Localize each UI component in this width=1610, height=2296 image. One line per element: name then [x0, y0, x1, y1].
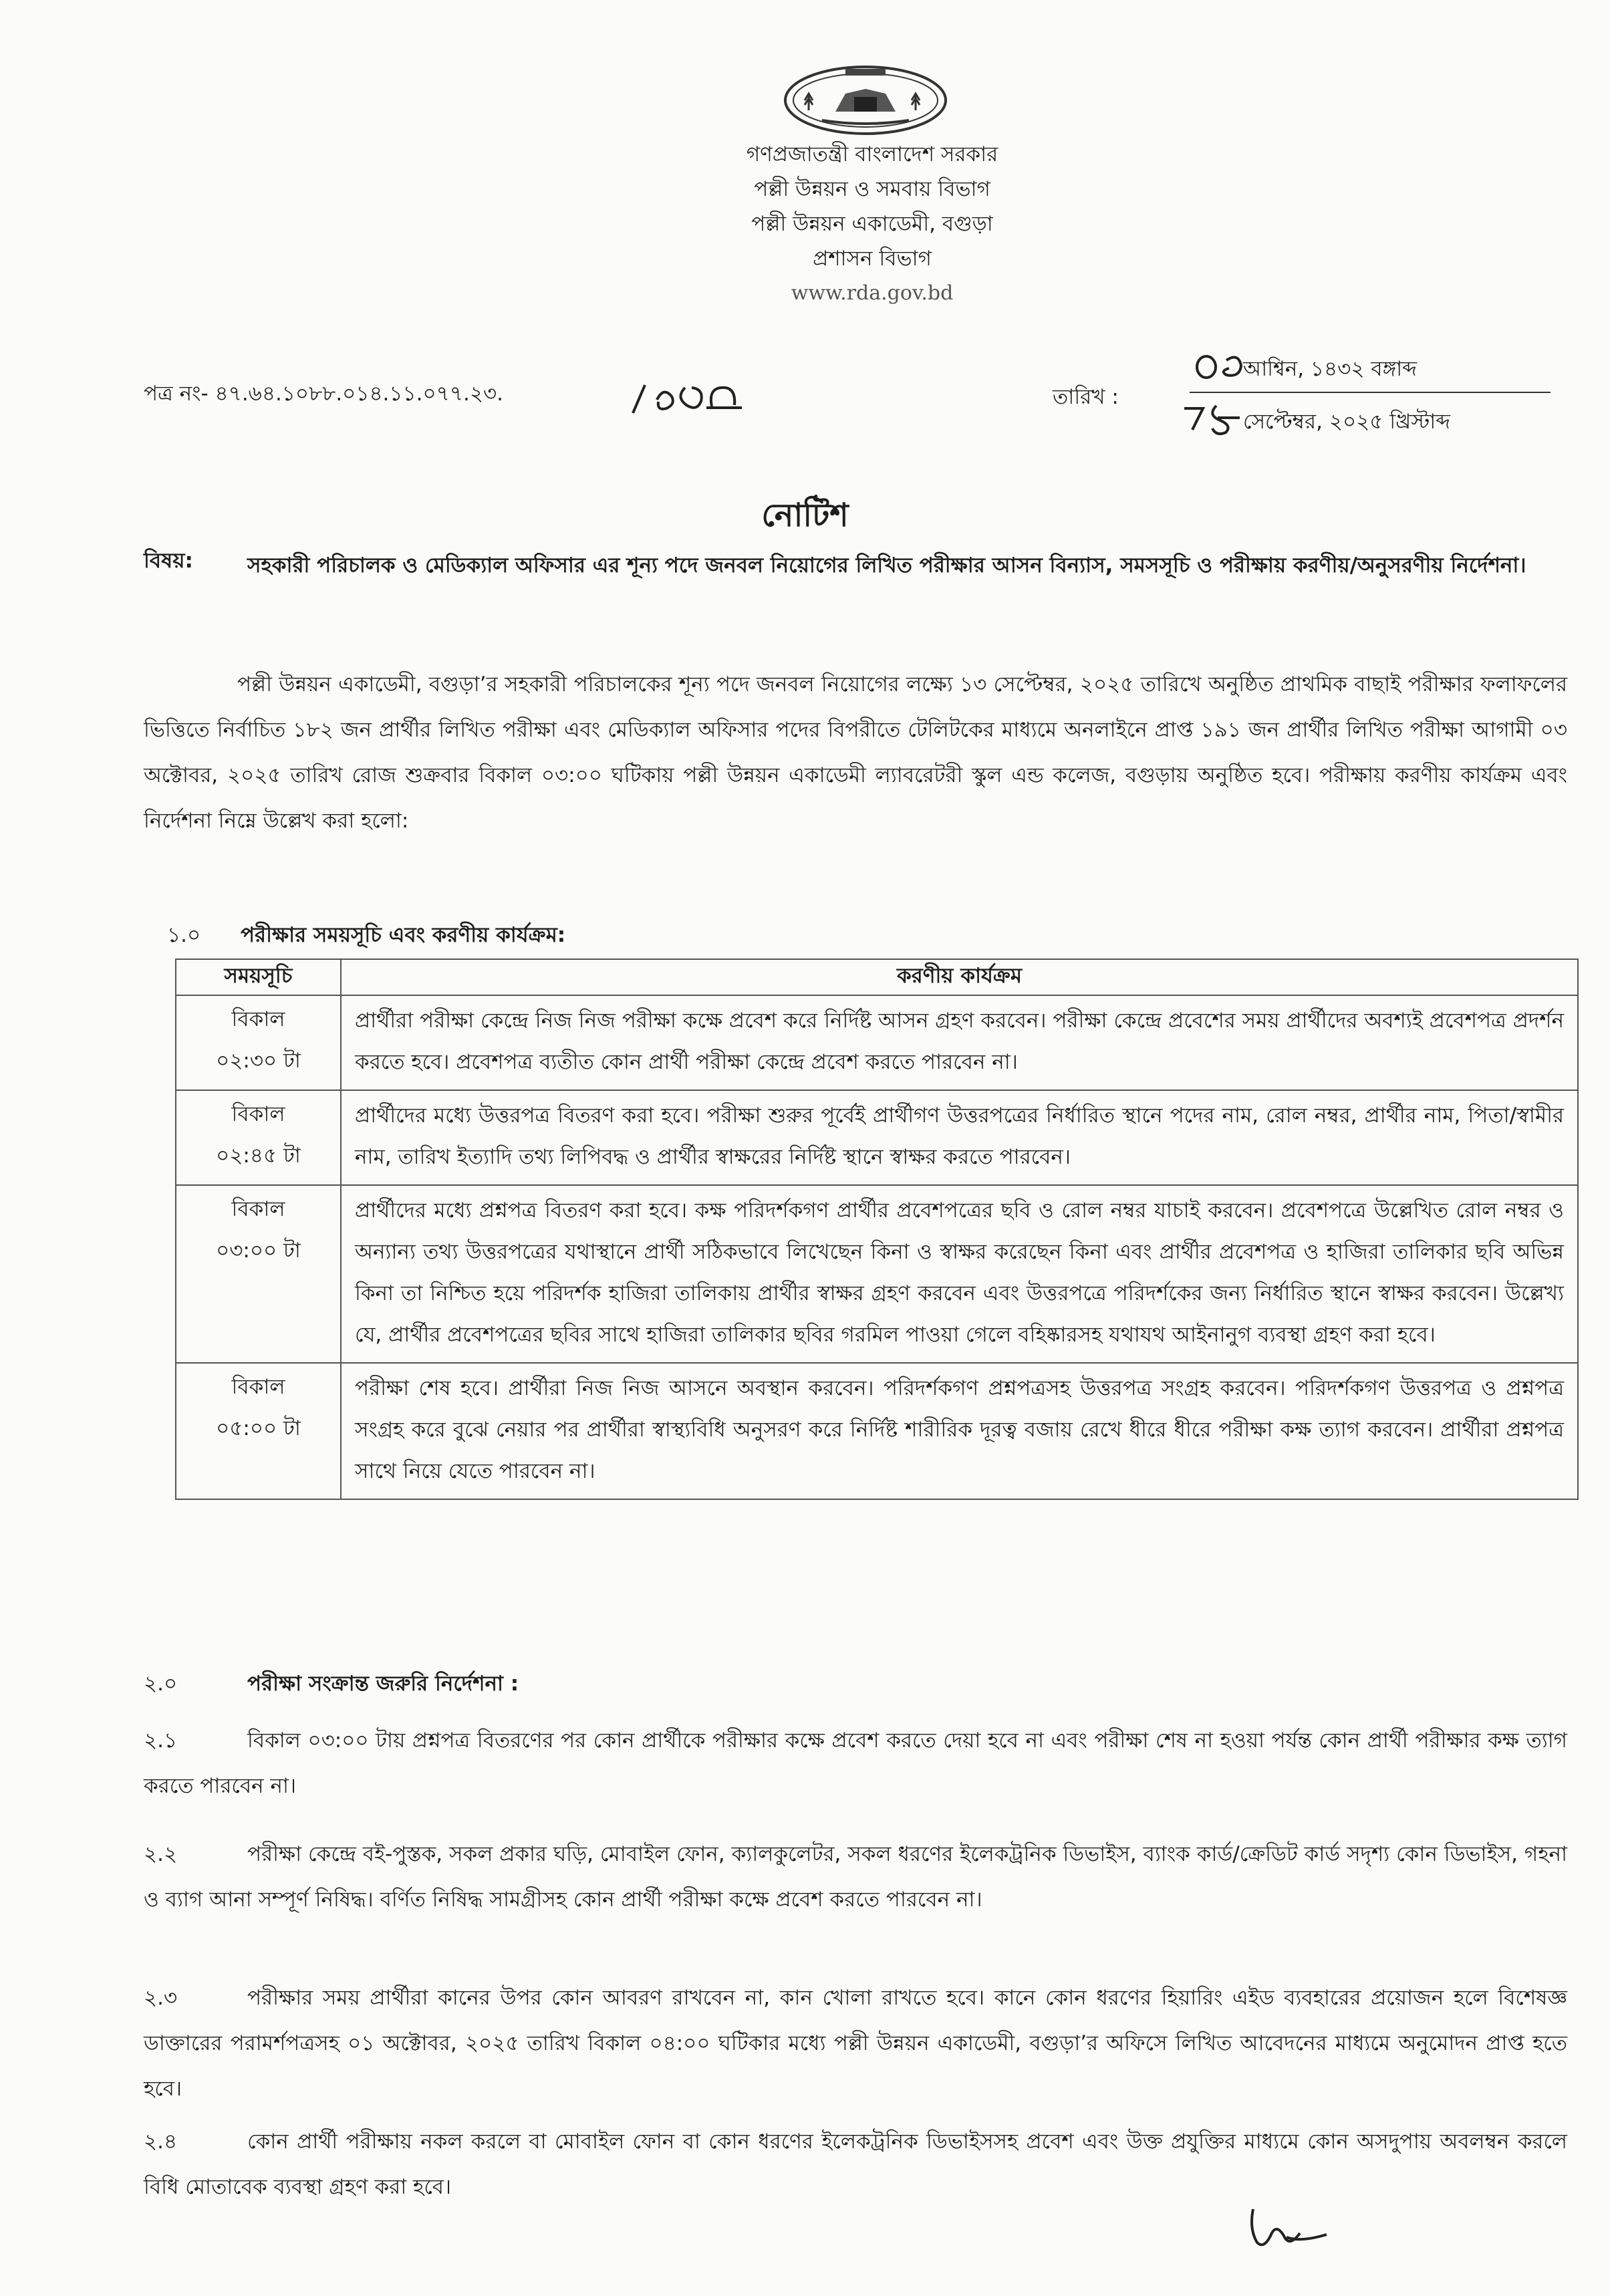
table-row: [176, 1363, 1578, 1499]
table-header-row: [176, 959, 1578, 995]
time-value: ০৩:০০ টা: [216, 1239, 301, 1263]
instruction-item: [144, 1718, 1567, 1809]
instruction-item: [144, 2119, 1567, 2210]
schedule-table: [175, 959, 1579, 1500]
time-cell: [176, 1363, 341, 1499]
subject-label: বিষয়:: [144, 549, 193, 573]
time-value: ০২:৪৫ টা: [216, 1144, 301, 1168]
handwritten-bangla-day: [1190, 344, 1250, 384]
section2-title: পরীক্ষা সংক্রান্ত জরুরি নির্দেশনা :: [247, 1672, 519, 1696]
notice-title: নোটিশ: [761, 497, 849, 534]
table-row: [176, 1090, 1578, 1185]
department-name: প্রশাসন বিভাগ: [813, 247, 932, 271]
website-link[interactable]: www.rda.gov.bd: [791, 281, 954, 305]
section1-title: পরীক্ষার সময়সূচি এবং করণীয় কার্যক্রম:: [241, 923, 566, 947]
instruction-text: পরীক্ষা কেন্দ্রে বই-পুস্তক, সকল প্রকার ঘড়ি, মোবাইল ফোন, ক্যালকুলেটর, সকল ধরণের ইলেকট্রনিক ডিভাইস, ব্যাংক কার্ড/ক্রেডিট কার্ড সদৃশ্য কোন ডিভাইস, গহনা ও ব্যাগ আনা সম্পূর্ণ নিষিদ্ধ। বর্ণিত নিষিদ্ধ সামগ্রীসহ কোন প্রার্থী পরীক্ষা কক্ষে প্রবেশ করতে পারবেন না।: [144, 1842, 1567, 1912]
time-period: বিকাল: [231, 1197, 285, 1221]
date-divider: [1190, 392, 1551, 393]
instruction-item: [144, 1831, 1567, 1922]
time-period: বিকাল: [231, 1375, 285, 1399]
time-cell: [176, 1090, 341, 1185]
handwritten-gregorian-day: [1176, 399, 1250, 436]
section1-heading: [167, 919, 565, 954]
division-name: পল্লী উন্নয়ন ও সমবায় বিভাগ: [754, 177, 990, 201]
instruction-number: ২.২: [144, 1842, 178, 1866]
intro-paragraph: পল্লী উন্নয়ন একাডেমী, বগুড়া’র সহকারী পরিচালকের শূন্য পদে জনবল নিয়োগের লক্ষ্যে ১৩ সেপ্টেম্বর, ২০২৫ তারিখে অনুষ্ঠিত প্রাথমিক বাছাই পরীক্ষার ফলাফলের ভিত্তিতে নির্বাচিত ১৮২ জন প্রার্থীর লিখিত পরীক্ষা এবং মেডিক্যাল অফিসার পদের বিপরীতে টেলিটকের মাধ্যমে অনলাইনে প্রাপ্ত ১৯১ জন প্রার্থীর লিখিত পরীক্ষা আগামী ০৩ অক্টোবর, ২০২৫ তারিখ রোজ শুক্রবার বিকাল ০৩:০০ ঘটিকায় পল্লী উন্নয়ন একাডেমী ল্যাবরেটরী স্কুল এন্ড কলেজ, বগুড়ায় অনুষ্ঠিত হবে। পরীক্ষায় করণীয় কার্যক্রম এবং নির্দেশনা নিম্নে উল্লেখ করা হলো:: [144, 672, 1567, 833]
memo-handwritten-serial: [618, 380, 752, 420]
time-value: ০৫:০০ টা: [216, 1416, 301, 1440]
section2-heading: [144, 1668, 519, 1702]
office-header: [588, 137, 1156, 311]
date-bangla: আশ্বিন, ১৪৩২ বঙ্গাব্দ: [1243, 357, 1417, 381]
table-row: [176, 1185, 1578, 1363]
government-name: গণপ্রজাতন্ত্রী বাংলাদেশ সরকার: [746, 142, 998, 166]
time-cell: [176, 995, 341, 1090]
instruction-number: ২.১: [144, 1729, 178, 1753]
activity-cell: প্রার্থীদের মধ্যে উত্তরপত্র বিতরণ করা হবে। পরীক্ষা শুরুর পূর্বেই প্রার্থীগণ উত্তরপত্রের নির্ধারিত স্থানে পদের নাম, রোল নম্বর, প্রার্থীর নাম, পিতা/স্বামীর নাম, তারিখ ইত্যাদি তথ্য লিপিবদ্ধ ও প্রার্থীর স্বাক্ষরের নির্দিষ্ট স্থানে স্বাক্ষর করতে পারবেন।: [341, 1090, 1578, 1185]
instruction-text: বিকাল ০৩:০০ টায় প্রশ্নপত্র বিতরণের পর কোন প্রার্থীকে পরীক্ষার কক্ষে প্রবেশ করতে দেয়া হবে না এবং পরীক্ষা শেষ না হওয়া পর্যন্ত কোন প্রার্থী পরীক্ষার কক্ষ ত্যাগ করতে পারবেন না।: [144, 1729, 1567, 1798]
instruction-number: ২.৪: [144, 2130, 178, 2154]
instruction-text: কোন প্রার্থী পরীক্ষায় নকল করলে বা মোবাইল ফোন বা কোন ধরণের ইলেকট্রনিক ডিভাইসসহ প্রবেশ এবং উক্ত প্রযুক্তির মাধ্যমে কোন অসদুপায় অবলম্বন করলে বিধি মোতাবেক ব্যবস্থা গ্রহণ করা হবে।: [144, 2130, 1567, 2199]
col-time-header: সময়সূচি: [176, 959, 341, 995]
activity-cell: প্রার্থীরা পরীক্ষা কেন্দ্রে নিজ নিজ পরীক্ষা কক্ষে প্রবেশ করে নির্দিষ্ট আসন গ্রহণ করবেন। পরীক্ষা কেন্দ্রে প্রবেশের সময় প্রার্থীদের অবশ্যই প্রবেশপত্র প্রদর্শন করতে হবে। প্রবেশপত্র ব্যতীত কোন প্রার্থী পরীক্ষা কেন্দ্রে প্রবেশ করতে পারবেন না।: [341, 995, 1578, 1090]
instruction-text: পরীক্ষার সময় প্রার্থীরা কানের উপর কোন আবরণ রাখবেন না, কান খোলা রাখতে হবে। কানে কোন ধরণের হিয়ারিং এইড ব্যবহারের প্রয়োজন হলে বিশেষজ্ঞ ডাক্তারের পরামর্শপত্রসহ ০১ অক্টোবর, ২০২৫ তারিখ বিকাল ০৪:০০ ঘটিকার মধ্যে পল্লী উন্নয়ন একাডেমী, বগুড়া’র অফিসে লিখিত আবেদনের মাধ্যমে অনুমোদন প্রাপ্ত হতে হবে।: [144, 1986, 1567, 2101]
activity-cell: পরীক্ষা শেষ হবে। প্রার্থীরা নিজ নিজ আসনে অবস্থান করবেন। পরিদর্শকগণ প্রশ্নপত্রসহ উত্তরপত্র সংগ্রহ করবেন। পরিদর্শকগণ উত্তরপত্র ও প্রশ্নপত্র সংগ্রহ করে বুঝে নেয়ার পর প্রার্থীরা স্বাস্থ্যবিধি অনুসরণ করে নির্দিষ্ট শারীরিক দূরত্ব বজায় রেখে ধীরে ধীরে পরীক্ষা কক্ষ ত্যাগ করবেন। প্রার্থীরা প্রশ্নপত্র সাথে নিয়ে যেতে পারবেন না।: [341, 1363, 1578, 1499]
time-period: বিকাল: [231, 1007, 285, 1031]
date-gregorian: সেপ্টেম্বর, ২০২৫ খ্রিস্টাব্দ: [1243, 410, 1451, 434]
table-row: [176, 995, 1578, 1090]
time-value: ০২:৩০ টা: [216, 1049, 301, 1073]
col-activity-header: করণীয় কার্যক্রম: [341, 959, 1578, 995]
rda-logo: [782, 63, 949, 137]
signature-initial: [1240, 2196, 1340, 2256]
date-label: তারিখ :: [1053, 385, 1119, 409]
activity-cell: প্রার্থীদের মধ্যে প্রশ্নপত্র বিতরণ করা হবে। কক্ষ পরিদর্শকগণ প্রার্থীর প্রবেশপত্রের ছবি ও রোল নম্বর যাচাই করবেন। প্রবেশপত্রে উল্লেখিত রোল নম্বর ও অন্যান্য তথ্য উত্তরপত্রের যথাস্থানে প্রার্থী সঠিকভাবে লিখেছেন কিনা ও স্বাক্ষর করেছেন কিনা এবং প্রার্থীর প্রবেশপত্র ও হাজিরা তালিকার ছবি অভিন্ন কিনা তা নিশ্চিত হয়ে পরিদর্শক হাজিরা তালিকায় প্রার্থীর স্বাক্ষর গ্রহণ করবেন এবং উত্তরপত্রে পরিদর্শকের জন্য নির্ধারিত স্থানে স্বাক্ষর করবেন। উল্লেখ্য যে, প্রার্থীর প্রবেশপত্রের ছবির সাথে হাজিরা তালিকার ছবির গরমিল পাওয়া গেলে বহিষ্কারসহ যথাযথ আইনানুগ ব্যবস্থা গ্রহণ করা হবে।: [341, 1185, 1578, 1363]
instruction-number: ২.৩: [144, 1986, 178, 2010]
academy-name: পল্লী উন্নয়ন একাডেমী, বগুড়া: [751, 212, 993, 236]
time-period: বিকাল: [231, 1102, 285, 1126]
instruction-item: [144, 1975, 1567, 2112]
section1-number: ১.০: [167, 923, 201, 947]
memo-number: পত্র নং- ৪৭.৬৪.১০৮৮.০১৪.১১.০৭৭.২৩.: [144, 382, 503, 406]
subject-text: সহকারী পরিচালক ও মেডিক্যাল অফিসার এর শূন্য পদে জনবল নিয়োগের লিখিত পরীক্ষার আসন বিন্যাস, সমসসূচি ও পরীক্ষায় করণীয়/অনুসরণীয় নির্দেশনা।: [247, 553, 1526, 578]
time-cell: [176, 1185, 341, 1363]
section2-number: ২.০: [144, 1672, 178, 1696]
